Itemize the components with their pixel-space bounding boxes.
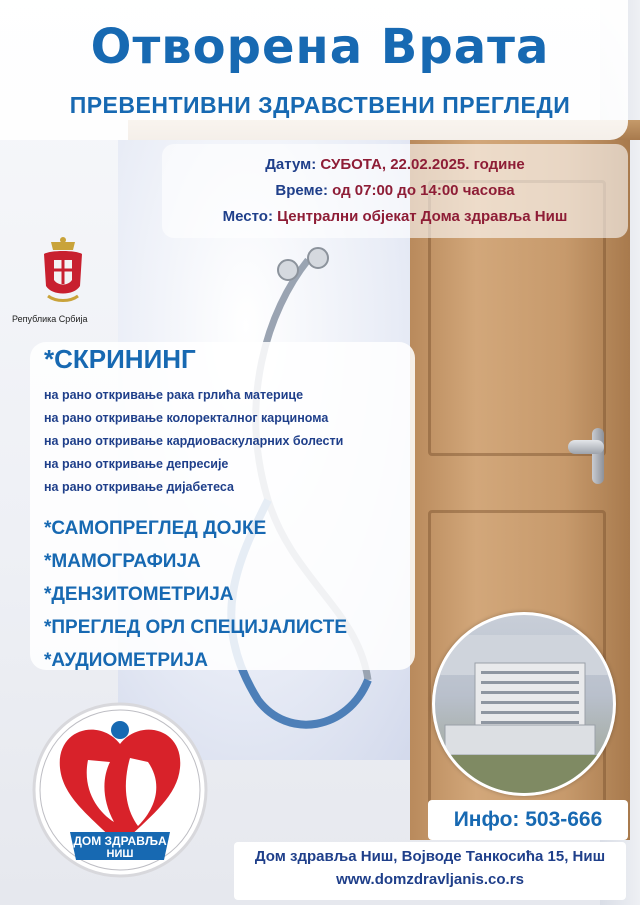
service-item: *САМОПРЕГЛЕД ДОЈКЕ: [44, 518, 267, 539]
logo-text-line1: ДОМ ЗДРАВЉА: [73, 834, 167, 848]
dom-zdravlja-logo: [30, 700, 210, 880]
date-label: Датум:: [265, 156, 317, 173]
service-item: *ПРЕГЛЕД ОРЛ СПЕЦИЈАЛИСТЕ: [44, 617, 347, 638]
place-label: Место:: [222, 208, 273, 225]
screening-item: на рано откривање дијабетеса: [44, 480, 234, 494]
info-phone: Инфо: 503-666: [428, 800, 628, 840]
service-item: *АУДИОМЕТРИЈА: [44, 650, 208, 671]
screening-item: на рано откривање депресије: [44, 457, 229, 471]
screening-item: на рано откривање кардиоваскуларних болести: [44, 434, 344, 448]
place-value: Централни објекат Дома здравља Ниш: [277, 208, 568, 225]
time-value: од 07:00 до 14:00 часова: [332, 182, 515, 199]
screening-title: *СКРИНИНГ: [44, 344, 196, 374]
poster-subtitle: ПРЕВЕНТИВНИ ЗДРАВСТВЕНИ ПРЕГЛЕДИ: [69, 92, 571, 118]
logo-text-line2: НИШ: [106, 848, 134, 860]
event-info-box: [162, 144, 628, 238]
event-time: [162, 178, 628, 204]
contact-box: [234, 842, 626, 900]
contact-address: Дом здравља Ниш, Војводе Танкосића 15, Ниш: [254, 848, 606, 865]
event-place: [162, 204, 628, 230]
event-date: [162, 152, 628, 178]
screening-item: на рано откривање рака грлића материце: [44, 388, 304, 402]
emblem-caption: Република Србија: [12, 314, 88, 324]
coat-of-arms-icon: [40, 236, 86, 306]
door-plate: [592, 428, 604, 484]
website-link[interactable]: www.domzdravljanis.co.rs: [336, 871, 524, 888]
health-center-building-photo: [432, 612, 616, 796]
door-handle: [568, 440, 604, 454]
time-label: Време:: [275, 182, 328, 199]
building-icon: [435, 615, 613, 793]
screening-item: на рано откривање колоректалног карцинома: [44, 411, 329, 425]
poster-title: Отворена Врата: [90, 19, 550, 75]
service-item: *ДЕНЗИТОМЕТРИЈА: [44, 584, 234, 605]
service-item: *МАМОГРАФИЈА: [44, 551, 201, 572]
date-value: СУБОТА, 22.02.2025. године: [320, 156, 525, 173]
